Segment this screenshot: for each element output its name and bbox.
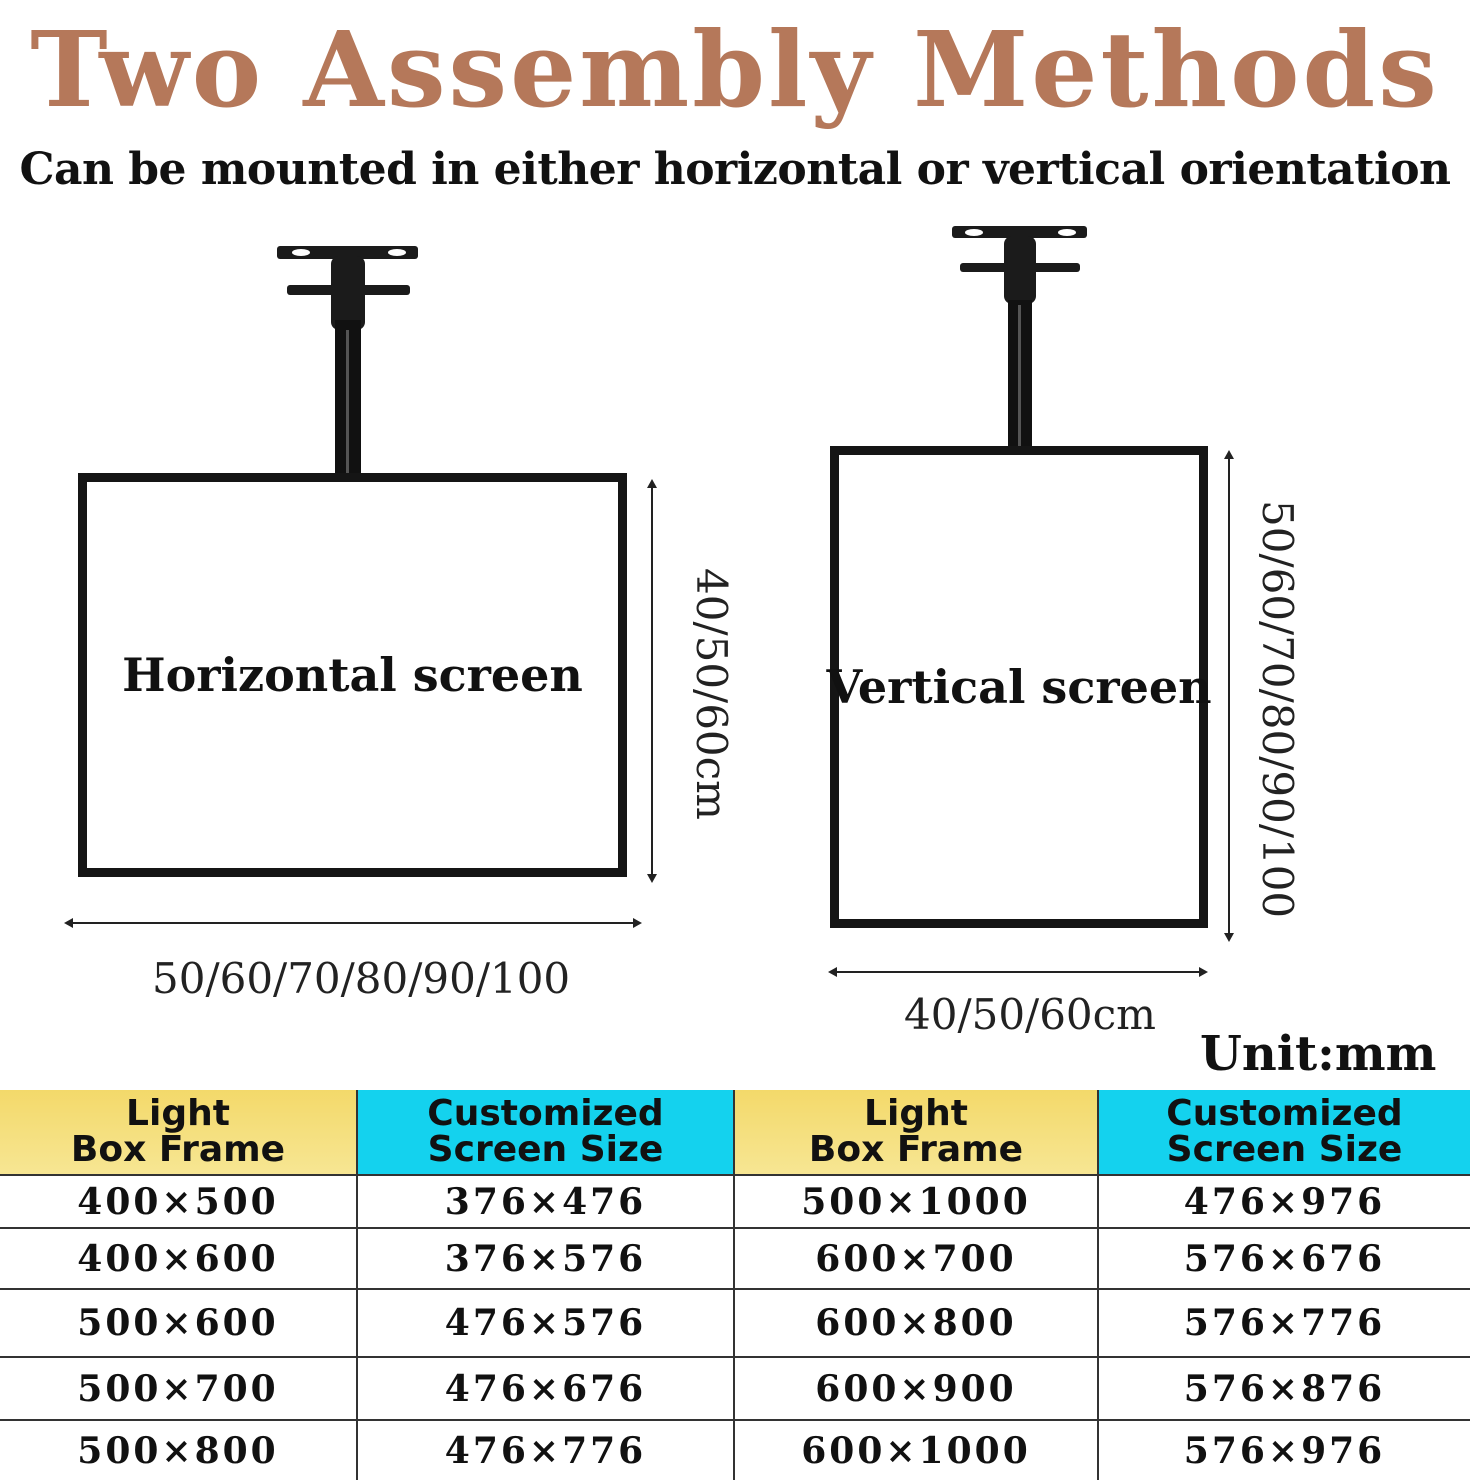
table-cell: 600×800 bbox=[734, 1289, 1098, 1357]
table-cell: 476×676 bbox=[357, 1357, 734, 1420]
page-title: Two Assembly Methods bbox=[30, 8, 1440, 131]
vertical-screen-label: Vertical screen bbox=[826, 660, 1212, 714]
table-cell: 600×1000 bbox=[734, 1420, 1098, 1480]
vertical-screen-frame bbox=[826, 446, 1212, 928]
table-cell: 600×900 bbox=[734, 1357, 1098, 1420]
horizontal-height-label: 40/50/60cm bbox=[687, 568, 736, 820]
page-subtitle: Can be mounted in either horizontal or vertical orientation bbox=[19, 144, 1451, 195]
unit-label: Unit:mm bbox=[1200, 1026, 1437, 1082]
header-light-box-frame-2: Light Box Frame bbox=[734, 1090, 1098, 1175]
table-row bbox=[0, 1175, 1470, 1228]
table-cell: 576×676 bbox=[1098, 1228, 1470, 1289]
horizontal-width-label: 50/60/70/80/90/100 bbox=[152, 954, 571, 1003]
table-cell: 576×876 bbox=[1098, 1357, 1470, 1420]
table-row bbox=[0, 1289, 1470, 1357]
header-customized-screen-size-1: Customized Screen Size bbox=[357, 1090, 734, 1175]
table-row bbox=[0, 1357, 1470, 1420]
table-cell: 500×700 bbox=[0, 1357, 357, 1420]
table-cell: 400×500 bbox=[0, 1175, 357, 1228]
table-cell: 376×576 bbox=[357, 1228, 734, 1289]
table-row bbox=[0, 1228, 1470, 1289]
table-cell: 476×776 bbox=[357, 1420, 734, 1480]
header-customized-screen-size-2: Customized Screen Size bbox=[1098, 1090, 1470, 1175]
table-cell: 600×700 bbox=[734, 1228, 1098, 1289]
horizontal-screen-label: Horizontal screen bbox=[122, 648, 583, 702]
size-table bbox=[0, 1090, 1470, 1480]
table-cell: 576×776 bbox=[1098, 1289, 1470, 1357]
table-cell: 500×800 bbox=[77, 1429, 279, 1472]
table-cell: 476×576 bbox=[357, 1289, 734, 1357]
header-light-box-frame-1: Light Box Frame bbox=[0, 1090, 357, 1175]
table-row bbox=[0, 1420, 1470, 1480]
table-cell: 476×976 bbox=[1098, 1175, 1470, 1228]
table-cell: 576×976 bbox=[1098, 1420, 1470, 1480]
vertical-width-label: 40/50/60cm bbox=[904, 990, 1156, 1039]
horizontal-screen-frame bbox=[78, 473, 627, 877]
table-header-row bbox=[0, 1090, 1470, 1175]
table-cell: 400×600 bbox=[0, 1228, 357, 1289]
table-cell: 376×476 bbox=[357, 1175, 734, 1228]
vertical-height-label: 50/60/70/80/90/100 bbox=[1253, 500, 1302, 919]
table-cell: 500×600 bbox=[0, 1289, 357, 1357]
table-cell: 500×1000 bbox=[734, 1175, 1098, 1228]
